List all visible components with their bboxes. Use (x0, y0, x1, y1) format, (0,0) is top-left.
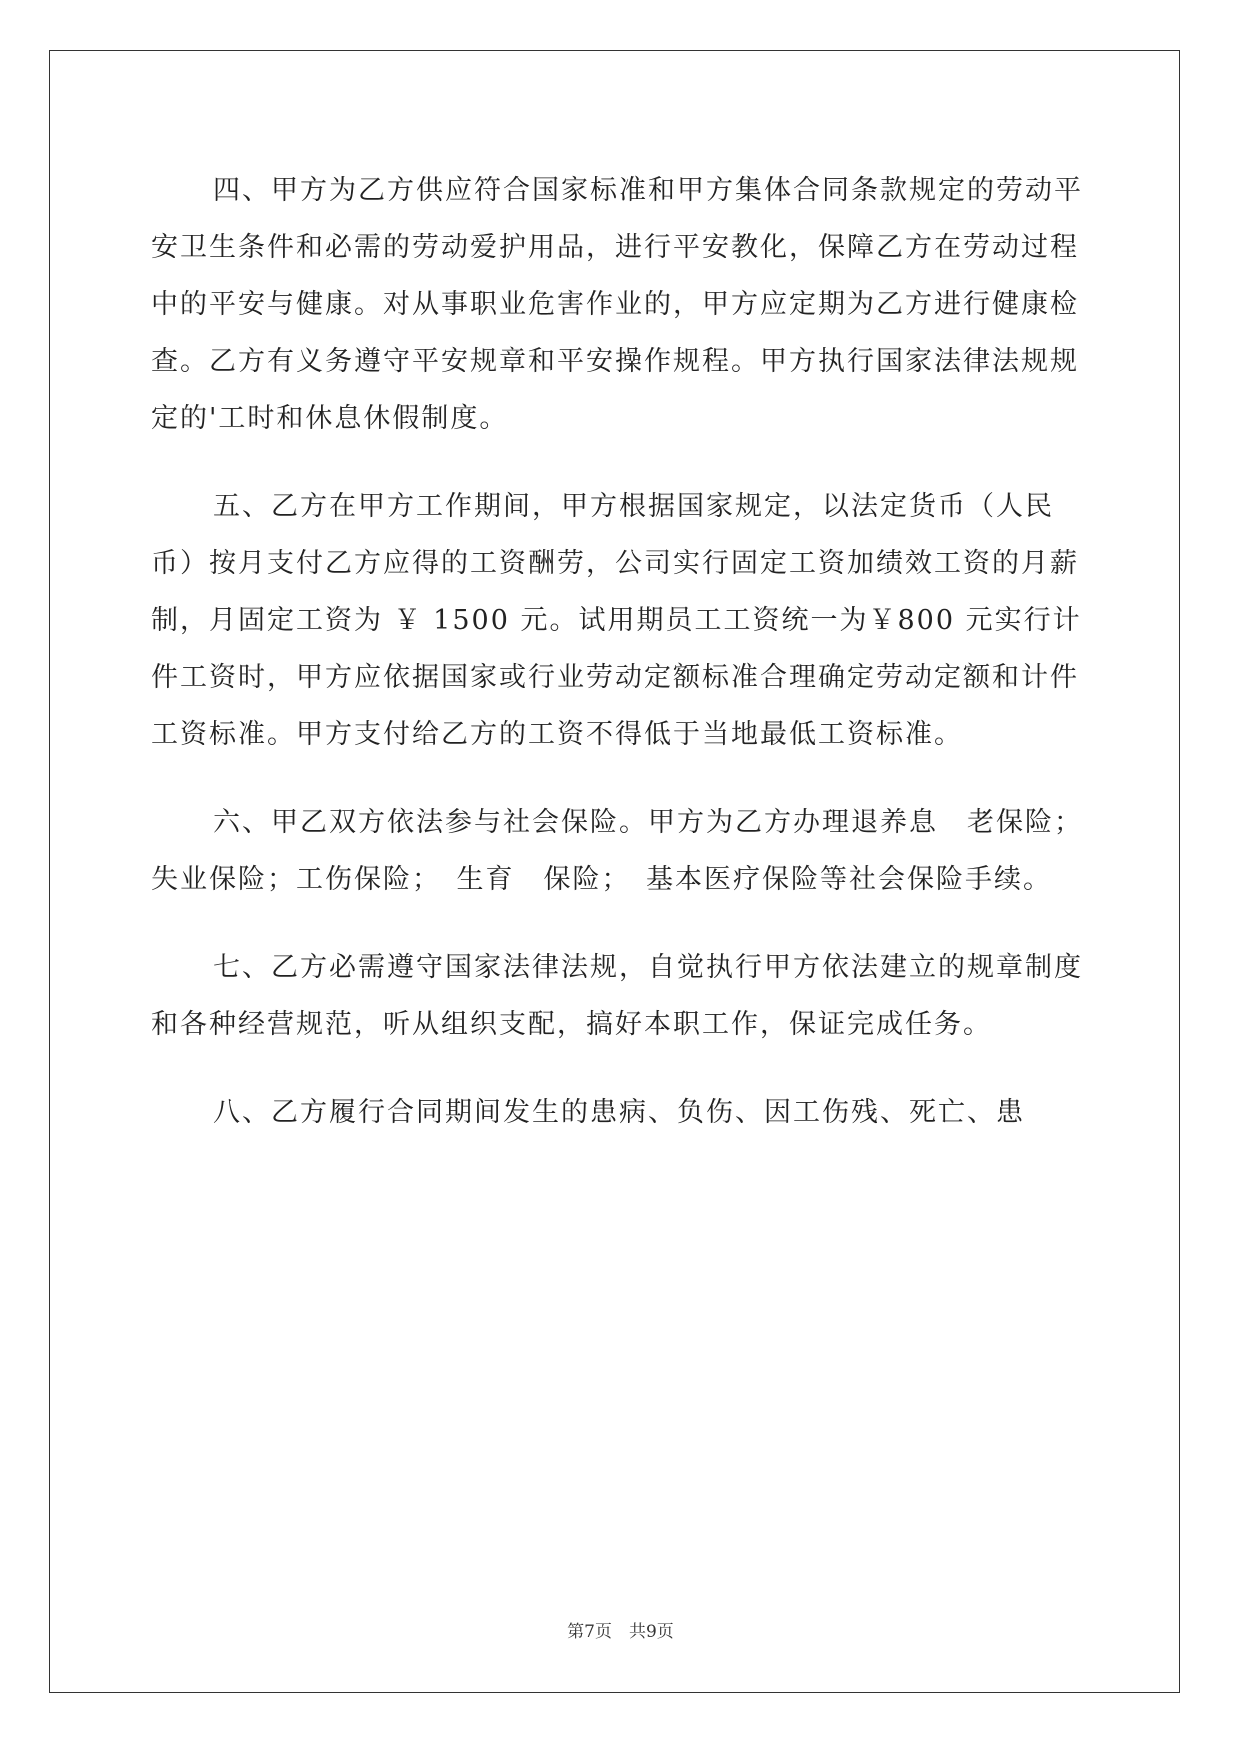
paragraph-clause-5: 五、乙方在甲方工作期间，甲方根据国家规定，以法定货币（人民币）按月支付乙方应得的工资酬劳，公司实行固定工资加绩效工资的月薪制，月固定工资为 ￥ 1500 元。试用期员工工资统一为￥800 元实行计件工资时，甲方应依据国家或行业劳动定额标准合理确定劳动定额和计件工资标准。甲方支付给乙方的工资不得低于当地最低工资标准。 (151, 491, 1082, 750)
page-number-footer: 第7页 共9页 (567, 1622, 674, 1642)
paragraph-clause-4: 四、甲方为乙方供应符合国家标准和甲方集体合同条款规定的劳动平安卫生条件和必需的劳动爱护用品，进行平安教化，保障乙方在劳动过程中的平安与健康。对从事职业危害作业的，甲方应定期为乙方进行健康检查。乙方有义务遵守平安规章和平安操作规程。甲方执行国家法律法规规定的'工时和休息休假制度。 (151, 175, 1083, 434)
document-body (151, 162, 1086, 1141)
paragraph-clause-7: 七、乙方必需遵守国家法律法规，自觉执行甲方依法建立的规章制度和各种经营规范，听从组织支配，搞好本职工作，保证完成任务。 (151, 952, 1083, 1040)
paragraph-clause-6: 六、甲乙双方依法参与社会保险。甲方为乙方办理退养息 老保险；失业保险；工伤保险； 生育 保险； 基本医疗保险等社会保险手续。 (151, 807, 1083, 895)
paragraph-clause-8: 八、乙方履行合同期间发生的患病、负伤、因工伤残、死亡、患 (213, 1097, 1025, 1128)
